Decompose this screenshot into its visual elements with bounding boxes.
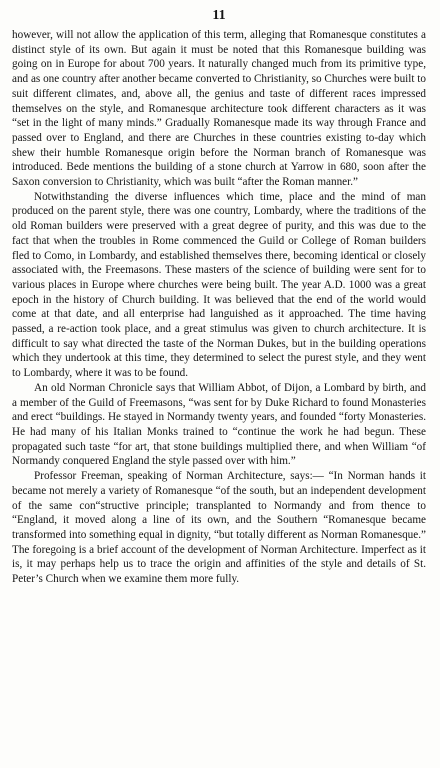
paragraph-4: Professor Freeman, speaking of Norman Architecture, says:— “In Norman hands it became not merely a variety of Romanesque “of the south, but an independent development of the same con“structive principle; transplanted to Normandy and from thence to “England, it moved along a line of its own, and the Southern “Romanesque became transformed into something equal in dignity, “but totally different as Norman Romanesque.” The foregoing is a brief account of the development of Norman Architecture. Imperfect as it is, it may perhaps help us to trace the origin and affinities of the style and details of St. Peter’s Church when we examine them more fully. [12, 470, 426, 586]
body-text [12, 28, 426, 587]
page-number: 11 [212, 8, 226, 23]
paragraph-1: however, will not allow the application of this term, alleging that Romanesque constitutes a distinct style of its own. But again it must be noted that this Romanesque building was going on in Europe for about 700 years. It naturally changed much from its primitive type, and as one country after another became converted to Christianity, so Churches were built to suit different climates, and, above all, the genius and taste of different races impressed themselves on the style, and Romanesque architecture took different characters as it was “set in the light of many minds.” Gradually Romanesque made its way through France and passed over to England, and there are Churches in these countries existing to-day which shew their humble Romanesque origin before the Norman branch of Romanesque was introduced. Bede mentions the building of a stone church at Yarrow in 680, soon after the Saxon conversion to Christianity, which was built “after the Roman manner.” [12, 29, 427, 189]
paragraph-2: Notwithstanding the diverse influences which time, place and the mind of man produced on the parent style, there was one country, Lombardy, where the traditions of the old Roman builders were preserved with a great degree of purity, and this was due to the fact that when the troubles in Rome commenced the Guild or College of Roman builders fled to Como, in Lombardy, and established themselves there, becoming identical or closely associated with, the Freemasons. These masters of the science of building were sent for to various places in Europe where churches were being built. The year A.D. 1000 was a great epoch in the history of Church building. It was believed that the end of the world would come at that date, and all enterprise had languished as it approached. The time having passed, a re-action took place, and a great stimulus was given to church architecture. It is difficult to say what directed the taste of the Norman Dukes, but in the building operations which they undertook at this time, they determined to select the purest style, and they went to Lombardy, where it was to be found. [12, 190, 426, 380]
paragraph-3: An old Norman Chronicle says that William Abbot, of Dijon, a Lombard by birth, and a member of the Guild of Freemasons, “was sent for by Duke Richard to found Monasteries and erect “buildings. He stayed in Normandy twenty years, and founded “forty Monasteries. He had many of his Italian Monks trained to “continue the work he had begun. These propagated such taste “for art, that stone buildings multiplied there, and when William “of Normandy conquered England the style passed over with him.” [12, 381, 426, 468]
